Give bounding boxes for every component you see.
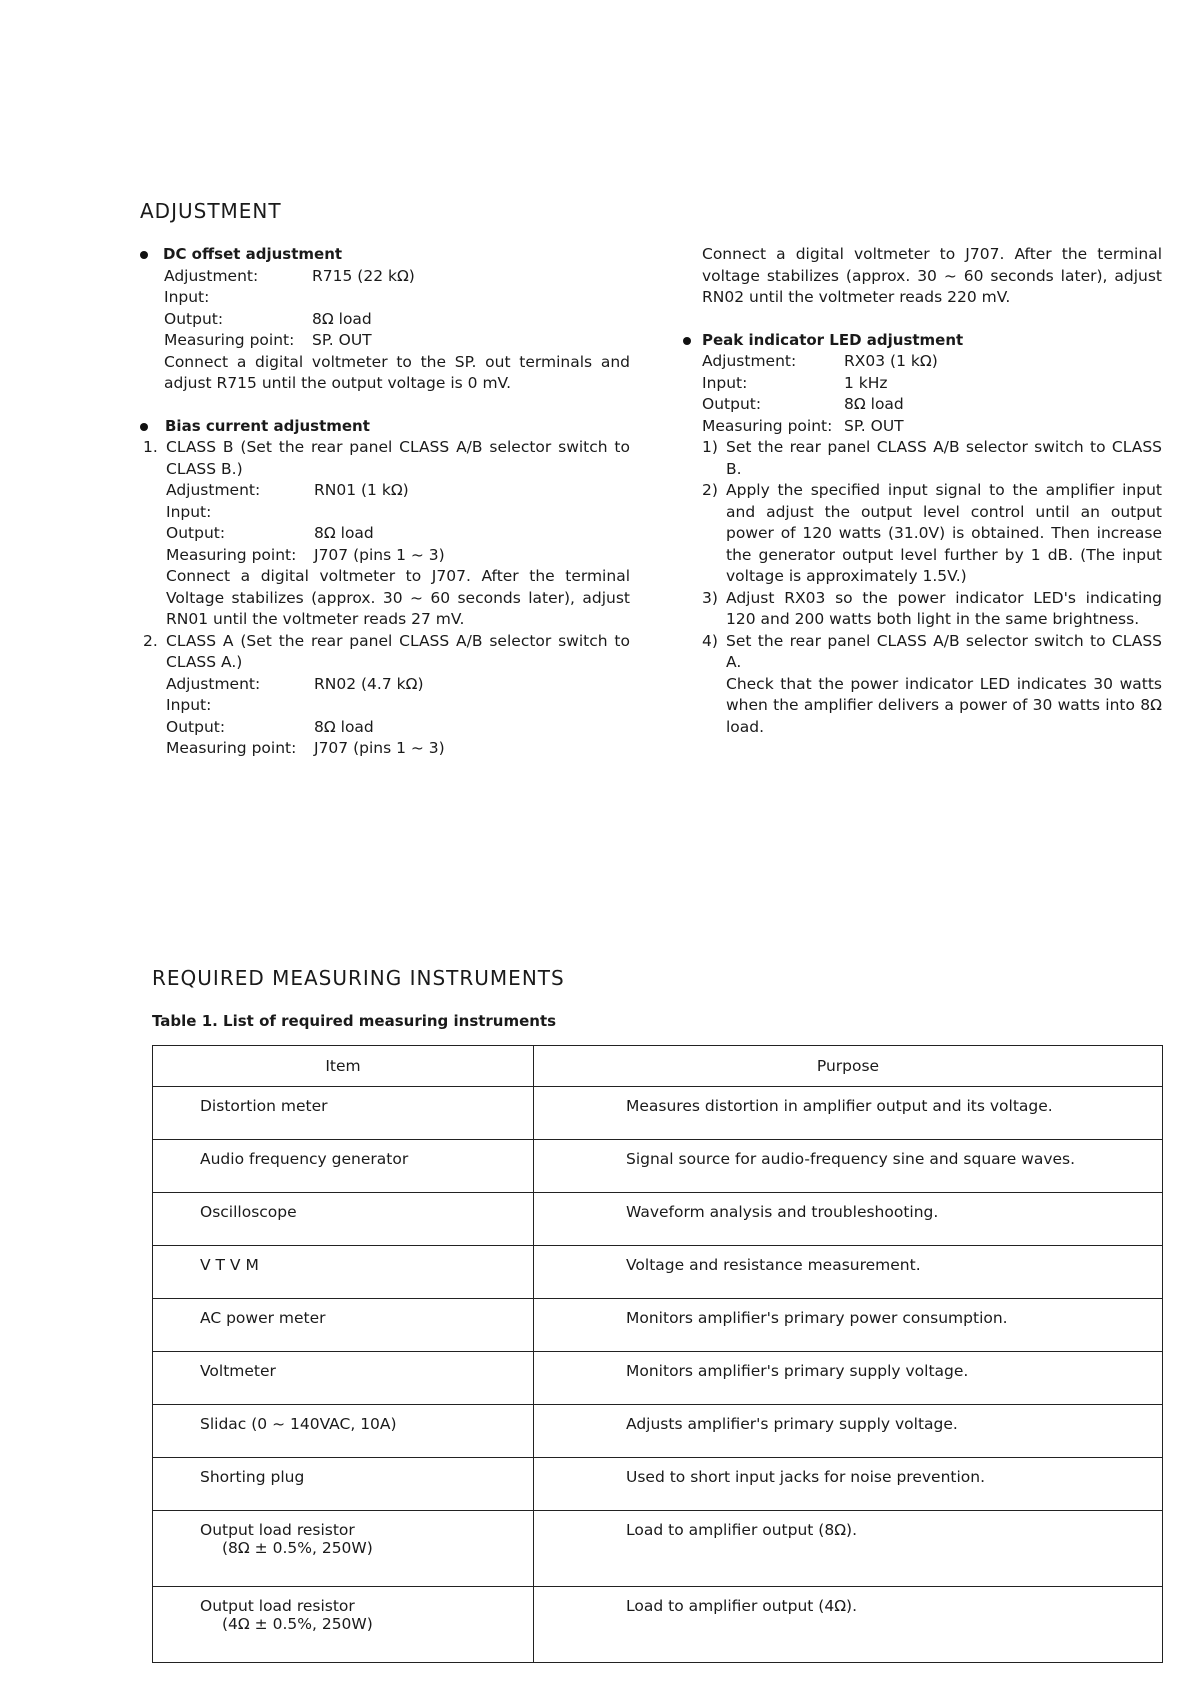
paragraph: Connect a digital voltmeter to the SP. out terminals and adjust R715 until the output voltage is 0 mV. bbox=[164, 352, 630, 392]
value: SP. OUT bbox=[844, 416, 904, 435]
value: 8Ω load bbox=[314, 717, 374, 736]
label: Adjustment: bbox=[166, 674, 261, 693]
label: Input: bbox=[164, 288, 210, 306]
bias-current-block bbox=[140, 416, 630, 760]
purpose-cell: Voltage and resistance measurement. bbox=[534, 1246, 1163, 1299]
purpose-cell: Signal source for audio-frequency sine and square waves. bbox=[534, 1140, 1163, 1193]
section-title-instruments: REQUIRED MEASURING INSTRUMENTS bbox=[152, 966, 565, 990]
value: 1 kHz bbox=[844, 373, 888, 392]
value: J707 (pins 1 ~ 3) bbox=[314, 545, 445, 564]
purpose-cell: Adjusts amplifier's primary supply voltage. bbox=[534, 1405, 1163, 1458]
value: R715 (22 kΩ) bbox=[312, 266, 415, 285]
table-caption: Table 1. List of required measuring instruments bbox=[152, 1012, 557, 1030]
item-cell: Voltmeter bbox=[153, 1352, 534, 1405]
table-header-row bbox=[153, 1046, 1163, 1087]
label: Measuring point: bbox=[166, 545, 297, 564]
item-name: Output load resistor bbox=[200, 1597, 355, 1615]
table-row bbox=[153, 1511, 1163, 1587]
left-column bbox=[140, 244, 630, 760]
table-row bbox=[153, 1405, 1163, 1458]
instruments-table bbox=[152, 1045, 1163, 1663]
purpose-cell: Load to amplifier output (4Ω). bbox=[534, 1587, 1163, 1663]
item-name: Output load resistor bbox=[200, 1521, 355, 1539]
step-2 bbox=[702, 480, 1162, 588]
item-cell: V T V M bbox=[153, 1246, 534, 1299]
bias-current-heading: Bias current adjustment bbox=[165, 416, 370, 435]
value: J707 (pins 1 ~ 3) bbox=[314, 739, 445, 757]
value: RN01 (1 kΩ) bbox=[314, 481, 409, 499]
step-text: Set the rear panel CLASS A/B selector switch to CLASS B. bbox=[726, 438, 1162, 478]
value: 8Ω load bbox=[844, 395, 904, 413]
item-cell bbox=[153, 1511, 534, 1587]
peak-indicator-block bbox=[690, 330, 1162, 739]
column-header-purpose: Purpose bbox=[534, 1046, 1163, 1087]
item-cell bbox=[153, 1587, 534, 1663]
label: Input: bbox=[702, 373, 748, 392]
bullet-icon bbox=[140, 423, 148, 431]
purpose-cell: Used to short input jacks for noise prevention. bbox=[534, 1458, 1163, 1511]
step-text: Adjust RX03 so the power indicator LED's indicating 120 and 200 watts both light in the same brightness. bbox=[726, 588, 1162, 628]
label: Measuring point: bbox=[702, 416, 833, 435]
value: 8Ω load bbox=[312, 309, 372, 328]
purpose-cell: Monitors amplifier's primary supply voltage. bbox=[534, 1352, 1163, 1405]
step-number: 3) bbox=[702, 588, 718, 607]
dc-offset-heading: DC offset adjustment bbox=[163, 245, 343, 263]
table-row bbox=[153, 1299, 1163, 1352]
peak-indicator-heading: Peak indicator LED adjustment bbox=[702, 330, 964, 349]
table-row bbox=[153, 1587, 1163, 1663]
label: Input: bbox=[166, 502, 212, 521]
column-header-item: Item bbox=[153, 1046, 534, 1087]
table-row bbox=[153, 1246, 1163, 1299]
step-3 bbox=[702, 588, 1162, 631]
item-cell: Distortion meter bbox=[153, 1087, 534, 1140]
step-4 bbox=[702, 631, 1162, 674]
step-text: Set the rear panel CLASS A/B selector switch to CLASS A. bbox=[726, 631, 1162, 671]
item-number: 2. bbox=[143, 631, 158, 650]
label: Measuring point: bbox=[164, 331, 295, 349]
item-cell: Oscilloscope bbox=[153, 1193, 534, 1246]
section-title-adjustment: ADJUSTMENT bbox=[140, 199, 282, 223]
paragraph-rn02: Connect a digital voltmeter to J707. After the terminal voltage stabilizes (approx. 30 ~ 60 seconds later), adjust RN02 until the voltmeter reads 220 mV. bbox=[702, 245, 1162, 306]
label: Input: bbox=[166, 696, 212, 714]
label: Adjustment: bbox=[164, 266, 259, 285]
peak-steps bbox=[690, 437, 1162, 738]
item-cell: AC power meter bbox=[153, 1299, 534, 1352]
item-spec: (4Ω ± 0.5%, 250W) bbox=[222, 1615, 373, 1633]
bullet-icon bbox=[140, 251, 148, 259]
item-title: CLASS A (Set the rear panel CLASS A/B selector switch to CLASS A.) bbox=[166, 631, 630, 671]
bias-item-2 bbox=[140, 631, 630, 760]
item-cell: Audio frequency generator bbox=[153, 1140, 534, 1193]
table-row bbox=[153, 1458, 1163, 1511]
value: 8Ω load bbox=[314, 524, 374, 542]
bullet-icon bbox=[683, 337, 691, 345]
value: RX03 (1 kΩ) bbox=[844, 352, 938, 370]
table-row bbox=[153, 1352, 1163, 1405]
item-number: 1. bbox=[143, 438, 158, 456]
purpose-cell: Waveform analysis and troubleshooting. bbox=[534, 1193, 1163, 1246]
value: SP. OUT bbox=[312, 331, 372, 349]
purpose-cell: Load to amplifier output (8Ω). bbox=[534, 1511, 1163, 1587]
dc-offset-block bbox=[140, 244, 630, 395]
item-cell: Slidac (0 ~ 140VAC, 10A) bbox=[153, 1405, 534, 1458]
label: Output: bbox=[166, 717, 226, 736]
step-text: Apply the specified input signal to the amplifier input and adjust the output level control until an output power of 120 watts (31.0V) is obtained. Then increase the generator output level further by 1 dB. (The input voltage is approximately 1.5V.) bbox=[726, 481, 1162, 585]
check-paragraph: Check that the power indicator LED indicates 30 watts when the amplifier delivers a power of 30 watts into 8Ω load. bbox=[726, 674, 1162, 736]
label: Adjustment: bbox=[166, 481, 261, 499]
step-number: 2) bbox=[702, 481, 718, 499]
item-title: CLASS B (Set the rear panel CLASS A/B selector switch to CLASS B.) bbox=[166, 438, 630, 478]
step-number: 4) bbox=[702, 631, 718, 650]
bias-item-1 bbox=[140, 437, 630, 631]
purpose-cell: Monitors amplifier's primary power consumption. bbox=[534, 1299, 1163, 1352]
step-number: 1) bbox=[702, 438, 718, 456]
value: RN02 (4.7 kΩ) bbox=[314, 674, 424, 693]
item-cell: Shorting plug bbox=[153, 1458, 534, 1511]
label: Measuring point: bbox=[166, 739, 297, 757]
paragraph: Connect a digital voltmeter to J707. After the terminal Voltage stabilizes (approx. 30 ~ 60 seconds later), adjust RN01 until the voltmeter reads 27 mV. bbox=[166, 567, 630, 628]
purpose-cell: Measures distortion in amplifier output and its voltage. bbox=[534, 1087, 1163, 1140]
step-1 bbox=[702, 437, 1162, 480]
label: Output: bbox=[702, 395, 762, 413]
table-row bbox=[153, 1140, 1163, 1193]
item-spec: (8Ω ± 0.5%, 250W) bbox=[222, 1539, 373, 1557]
label: Output: bbox=[166, 524, 226, 542]
right-column bbox=[690, 244, 1162, 738]
label: Adjustment: bbox=[702, 352, 797, 370]
label: Output: bbox=[164, 309, 224, 328]
table-row bbox=[153, 1087, 1163, 1140]
table-row bbox=[153, 1193, 1163, 1246]
